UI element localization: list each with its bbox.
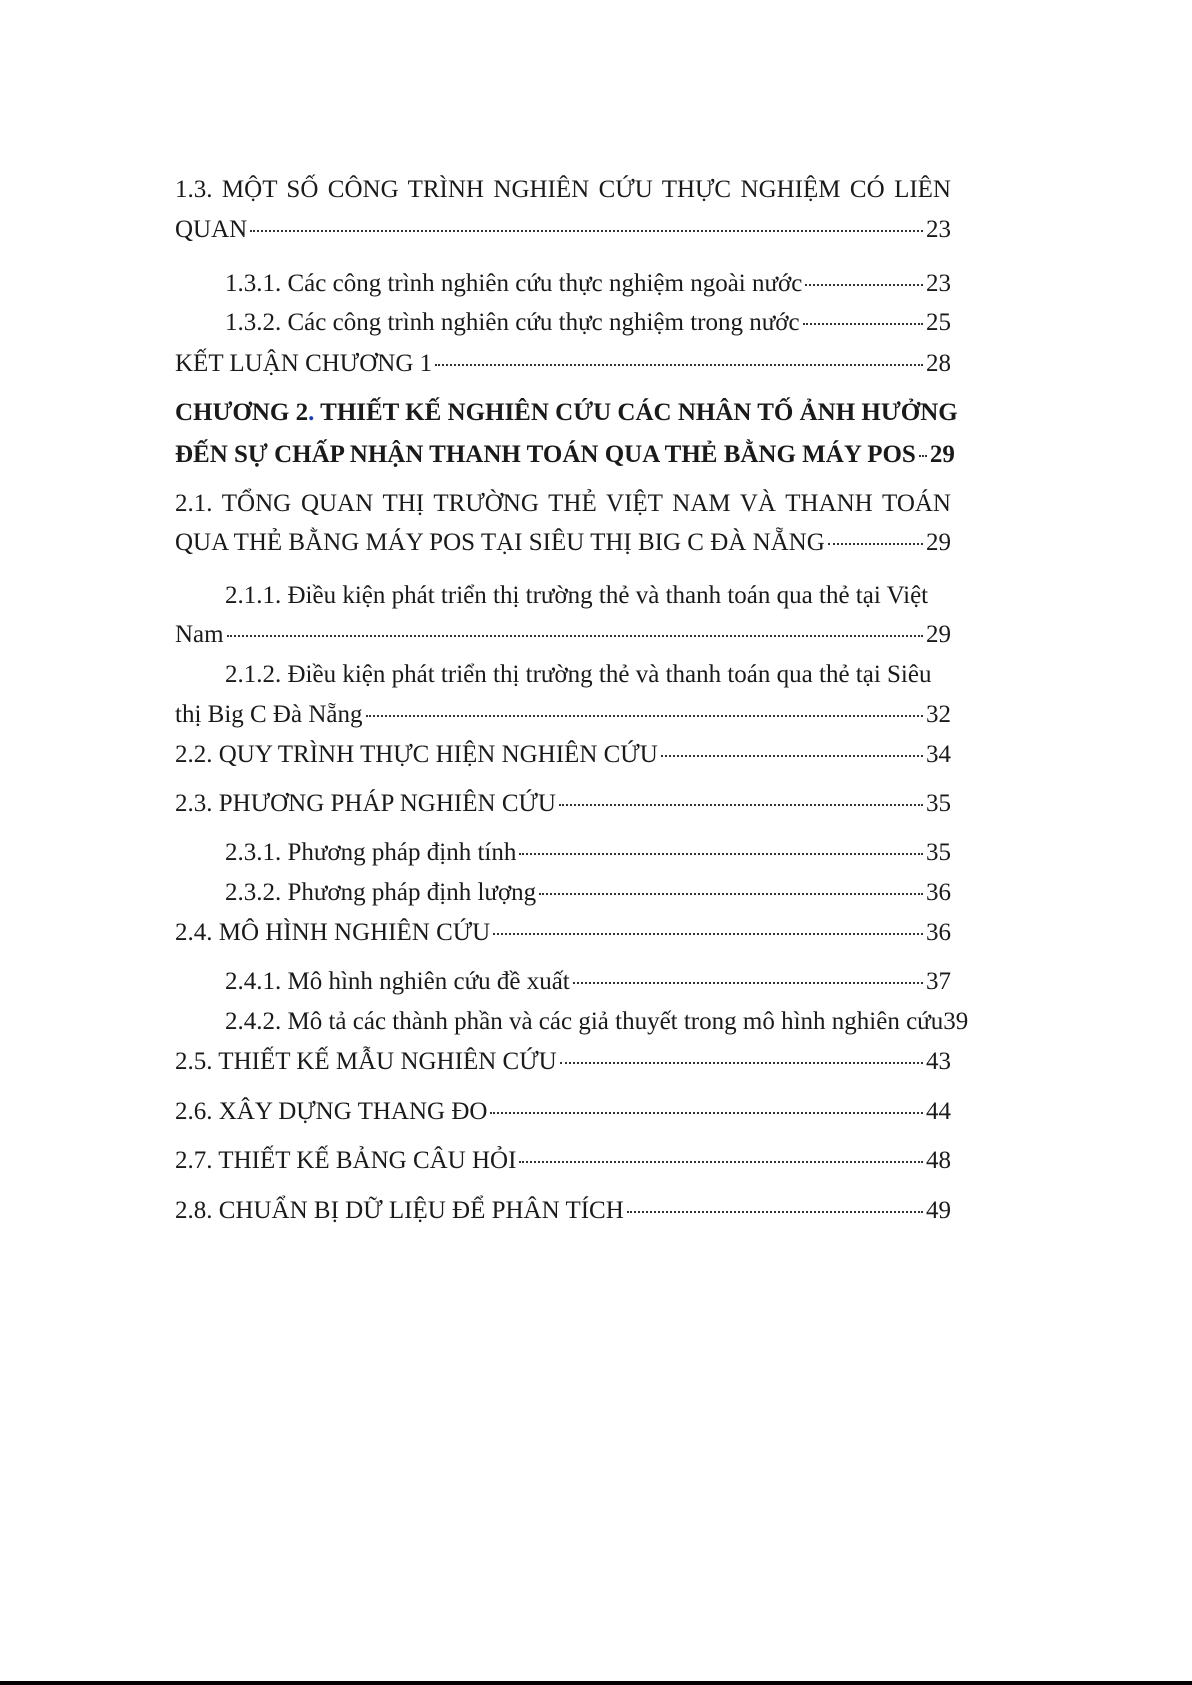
toc-entry-title: 2.4.2. Mô tả các thành phần và các giả thuyết trong mô hình nghiên cứu [225,1008,944,1035]
page-number: 44 [926,1098,951,1125]
dot-leader [539,893,923,895]
page-number: 39 [943,1008,969,1035]
toc-entry-title: 2.7. THIẾT KẾ BẢNG CÂU HỎI [175,1147,517,1174]
toc-entry-2-3-1 [175,835,951,869]
toc-entry-title: 2.3.1. Phương pháp định tính [225,839,517,866]
dot-leader [560,1062,923,1064]
toc-entry-1-3-line1 [175,172,951,206]
page-number: 35 [926,790,951,817]
toc-entry-2-1-2-line1 [175,657,951,691]
toc-entry-1-3-line2 [175,212,951,246]
toc-entry-2-3-2 [175,875,951,909]
toc-entry-2-4 [175,915,951,949]
toc-entry-title-cont: thị Big C Đà Nẵng [175,701,363,728]
page-number: 23 [926,270,951,297]
toc-entry-2-1-line2 [175,525,951,559]
toc-entry-title: 1.3.1. Các công trình nghiên cứu thực nghiệm ngoài nước [225,270,803,297]
toc-entry-title-cont: Nam [175,621,224,648]
toc-entry-title: 2.3. PHƯƠNG PHÁP NGHIÊN CỨU [175,790,556,817]
chapter-title-cont: ĐẾN SỰ CHẤP NHẬN THANH TOÁN QUA THẺ BẰNG MÁY POS [175,441,916,468]
chapter-title: THIẾT KẾ NGHIÊN CỨU CÁC NHÂN TỐ ẢNH HƯỞNG [314,399,958,426]
toc-entry-title: 2.4.1. Mô hình nghiên cứu đề xuất [225,968,570,995]
page-number: 36 [926,879,951,906]
toc-entry-title: 2.1.1. Điều kiện phát triển thị trường thẻ và thanh toán qua thẻ tại Việt [225,582,929,609]
toc-entry-chuong-2-line2 [175,437,955,471]
toc-entry-title: 2.4. MÔ HÌNH NGHIÊN CỨU [175,919,491,946]
page-number: 29 [926,621,951,648]
toc-entry-2-1-line1 [175,486,951,520]
dot-leader [250,230,923,232]
toc-entry-title-cont: QUA THẺ BẰNG MÁY POS TẠI SIÊU THỊ BIG C ĐÀ NẴNG [175,529,825,556]
page-number: 37 [926,968,951,995]
toc-entry-2-1-2-line2 [175,697,951,731]
toc-entry-2-1-1-line2 [175,617,951,651]
dot-leader [366,715,924,717]
page-number: 36 [926,919,951,946]
dot-leader [803,323,923,325]
dot-leader [493,933,923,935]
dot-leader [519,853,923,855]
toc-entry-2-4-1 [175,964,951,998]
toc-entry-title: KẾT LUẬN CHƯƠNG 1 [175,350,433,377]
toc-entry-chuong-2-line1 [175,395,958,429]
toc-entry-title: 2.1. TỔNG QUAN THỊ TRƯỜNG THẺ VIỆT NAM VÀ THANH TOÁN [175,490,951,517]
page-number: 49 [926,1197,951,1224]
dot-leader [573,982,923,984]
toc-entry-2-6 [175,1094,951,1128]
dot-leader [490,1112,923,1114]
dot-leader [661,755,923,757]
page-number: 29 [926,529,951,556]
dot-leader [627,1211,923,1213]
page-number: 28 [926,350,951,377]
dot-leader [805,284,923,286]
dot-leader [828,543,923,545]
toc-entry-1-3-2 [175,305,951,339]
page-number: 48 [926,1147,951,1174]
page-number: 35 [926,839,951,866]
toc-entry-ket-luan-1 [175,346,951,380]
toc-entry-title: 2.2. QUY TRÌNH THỰC HIỆN NGHIÊN CỨU [175,741,658,768]
toc-entry-title: 1.3.2. Các công trình nghiên cứu thực nghiệm trong nước [225,309,800,336]
dot-leader [559,804,923,806]
toc-entry-title: 2.8. CHUẨN BỊ DỮ LIỆU ĐỂ PHÂN TÍCH [175,1197,624,1224]
chapter-heading [175,397,958,429]
page-number: 32 [926,701,951,728]
toc-entry-1-3-1 [175,266,951,300]
page-number: 25 [926,309,951,336]
page-number: 23 [926,216,951,243]
page-number: 34 [926,741,951,768]
toc-entry-2-1-1-line1 [175,578,951,612]
toc-entry-2-4-2 [175,1004,969,1038]
dot-leader [919,455,927,457]
toc-entry-2-5 [175,1044,951,1078]
page-number: 43 [926,1048,951,1075]
chapter-dot: . [308,399,315,426]
toc-entry-title: 2.6. XÂY DỰNG THANG ĐO [175,1098,488,1125]
toc-entry-title: 1.3. MỘT SỐ CÔNG TRÌNH NGHIÊN CỨU THỰC NGHIỆM CÓ LIÊN [175,176,951,203]
toc-entry-title: 2.5. THIẾT KẾ MẪU NGHIÊN CỨU [175,1048,557,1075]
toc-entry-2-7 [175,1143,951,1177]
toc-entry-title-cont: QUAN [175,216,248,243]
dot-leader [519,1161,923,1163]
dot-leader [227,635,923,637]
toc-entry-2-2 [175,737,951,771]
chapter-label: CHƯƠNG 2 [175,399,309,426]
page-number: 29 [929,441,955,468]
dot-leader [435,364,923,366]
toc-entry-title: 2.3.2. Phương pháp định lượng [225,879,537,906]
table-of-contents [175,0,969,1685]
toc-entry-2-8 [175,1193,951,1227]
toc-entry-title: 2.1.2. Điều kiện phát triển thị trường thẻ và thanh toán qua thẻ tại Siêu [225,661,932,688]
toc-entry-2-3 [175,786,951,820]
page-bottom-edge [0,1681,1192,1685]
